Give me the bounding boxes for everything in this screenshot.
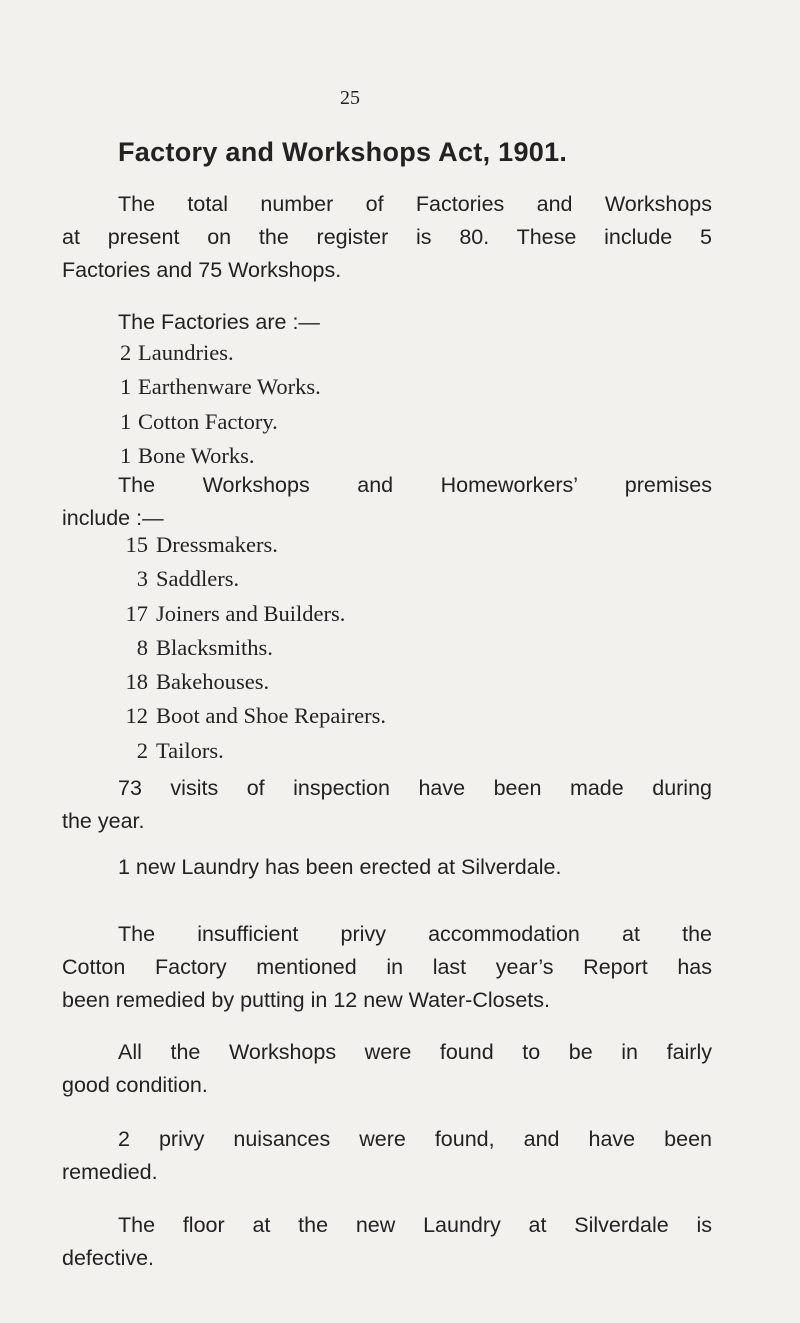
visits-line-2: the year. <box>62 809 145 833</box>
factories-heading-text: The Factories are :— <box>118 310 320 334</box>
workshops-list <box>120 528 386 768</box>
item-count: 3 <box>136 566 148 592</box>
list-item <box>120 631 386 665</box>
visits-line-1: 73 visits of inspection have been made during <box>118 776 712 800</box>
item-label: Dressmakers. <box>156 532 278 557</box>
factories-heading <box>62 306 712 339</box>
intro-line-1: The total number of Factories and Workshops <box>118 192 712 216</box>
list-item <box>120 370 321 404</box>
item-count: 17 <box>125 600 148 626</box>
item-count: 15 <box>125 532 148 557</box>
list-item <box>120 597 386 631</box>
privy-line-2: Cotton Factory mentioned in last year’s Report has <box>62 955 712 979</box>
item-label: Tailors. <box>156 737 224 763</box>
workshops-condition-line-1: All the Workshops were found to be in fairly <box>118 1040 712 1064</box>
item-count: 2 <box>136 737 148 763</box>
workshops-heading-line-2: include :— <box>62 506 164 530</box>
item-label: Boot and Shoe Repairers. <box>156 703 386 729</box>
nuisances-line-1: 2 privy nuisances were found, and have been <box>118 1127 712 1151</box>
workshops-condition-line-2: good condition. <box>62 1073 208 1097</box>
workshops-heading-line-1: The Workshops and Homeworkers’ premises <box>118 473 712 497</box>
nuisances-paragraph <box>62 1123 712 1189</box>
list-item <box>120 405 321 439</box>
list-item <box>120 562 386 596</box>
privy-line-1: The insufficient privy accommodation at the <box>118 922 712 946</box>
item-label: Bone Works. <box>138 442 255 468</box>
intro-paragraph <box>62 188 712 287</box>
item-label: Joiners and Builders. <box>156 600 346 626</box>
nuisances-line-2: remedied. <box>62 1160 158 1184</box>
page-number: 25 <box>340 87 360 109</box>
item-count: 1 <box>120 374 132 400</box>
list-item <box>120 665 386 699</box>
privy-line-3: been remedied by putting in 12 new Water-Closets. <box>62 988 550 1012</box>
item-count: 12 <box>125 703 148 729</box>
item-count: 8 <box>136 634 148 660</box>
workshops-condition-paragraph <box>62 1036 712 1102</box>
list-item <box>120 336 321 370</box>
item-label: Saddlers. <box>156 566 240 592</box>
list-item <box>120 528 386 562</box>
workshops-heading <box>62 469 712 535</box>
item-count: 1 <box>120 442 132 468</box>
privy-paragraph <box>62 918 712 1017</box>
item-label: Laundries. <box>138 340 234 365</box>
item-label: Bakehouses. <box>156 669 270 695</box>
item-count: 2 <box>120 340 132 365</box>
item-count: 18 <box>125 669 148 695</box>
factories-list <box>120 336 321 473</box>
new-laundry-line: 1 new Laundry has been erected at Silverdale. <box>118 855 562 879</box>
item-label: Cotton Factory. <box>138 408 278 434</box>
item-label: Blacksmiths. <box>156 634 273 660</box>
item-count: 1 <box>120 408 132 434</box>
floor-line-2: defective. <box>62 1246 155 1270</box>
floor-paragraph <box>62 1209 712 1275</box>
intro-line-2: at present on the register is 80. These include 5 <box>62 225 712 249</box>
page-title: Factory and Workshops Act, 1901. <box>118 137 568 167</box>
item-label: Earthenware Works. <box>138 374 321 400</box>
list-item <box>120 734 386 768</box>
list-item <box>120 699 386 733</box>
visits-paragraph <box>62 772 712 838</box>
new-laundry-paragraph <box>62 851 712 884</box>
intro-line-3: Factories and 75 Workshops. <box>62 258 342 282</box>
floor-line-1: The floor at the new Laundry at Silverdale is <box>118 1213 712 1237</box>
